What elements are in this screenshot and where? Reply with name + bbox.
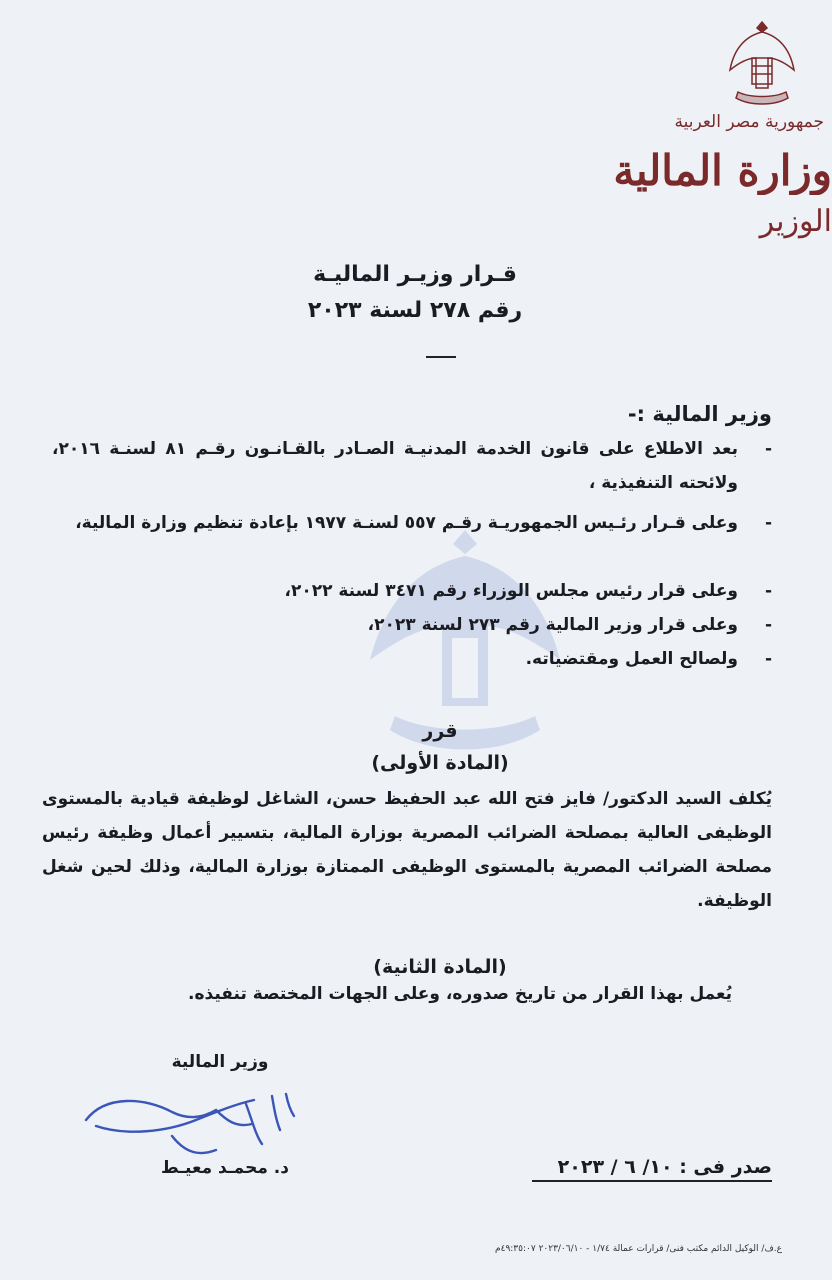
item-text: ولصالح العمل ومقتضياته. — [525, 649, 738, 669]
article1-title: (المادة الأولى) — [371, 752, 509, 774]
signatory-name: د. محمـد معيـط — [161, 1158, 289, 1178]
republic-name: جمهورية مصر العربية — [674, 112, 824, 132]
item-dash: - — [764, 439, 772, 459]
article1-body: يُكلف السيد الدكتور/ فايز فتح الله عبد الحفيظ حسن، الشاغل لوظيفة قيادية بالمستوى الوظيفى العالية بمصلحة الضرائب المصرية بوزارة المالية، بتسيير أعمال وظيفة رئيس مصلحة الضرائب المصرية بالمستوى الوظيفى الممتازة بوزارة المالية، وذلك لحين شغل الوظيفة. — [42, 789, 772, 911]
item-dash: - — [764, 513, 772, 533]
item-dash: - — [764, 649, 772, 669]
item-text: وعلى قـرار رئـيس الجمهوريـة رقـم ٥٥٧ لسنـة ١٩٧٧ بإعادة تنظيم وزارة المالية، — [75, 513, 738, 533]
preamble-item — [52, 432, 772, 500]
preamble-item — [52, 574, 772, 608]
preamble-item — [52, 642, 772, 676]
preamble-heading: وزير المالية :- — [627, 402, 772, 426]
item-dash: - — [764, 581, 772, 601]
item-text: بعد الاطلاع على قانون الخدمة المدنيـة الصـادر بالقـانـون رقـم ٨١ لسنـة ٢٠١٦، ولائحته التنفيذية ، — [52, 439, 738, 493]
title-divider — [426, 356, 456, 358]
preamble-item — [52, 506, 772, 540]
minister-label: الوزير — [759, 204, 832, 239]
article2-body: يُعمل بهذا القرار من تاريخ صدوره، وعلى الجهات المختصة تنفيذه. — [188, 984, 732, 1004]
decree-title: قـرار وزيـر الماليـة — [313, 262, 517, 287]
item-text: وعلى قرار وزير المالية رقم ٢٧٣ لسنة ٢٠٢٣، — [367, 615, 738, 635]
article2-title: (المادة الثانية) — [373, 956, 507, 978]
egypt-eagle-emblem-icon — [726, 18, 798, 110]
ministry-name: وزارة المالية — [613, 146, 832, 195]
decree-number: رقم ٢٧٨ لسنة ٢٠٢٣ — [307, 298, 523, 323]
preamble-item — [52, 608, 772, 642]
decides-heading: قرر — [422, 720, 458, 742]
issue-date: صدر فى : ١٠/ ٦ / ٢٠٢٣ — [532, 1156, 772, 1182]
signatory-title: وزير المالية — [171, 1052, 269, 1072]
item-text: وعلى قرار رئيس مجلس الوزراء رقم ٣٤٧١ لسنة ٢٠٢٢، — [284, 581, 738, 601]
handwritten-signature — [76, 1080, 306, 1160]
item-dash: - — [764, 615, 772, 635]
footer-reference: ع.ف/ الوكيل الدائم مكتب فنى/ قرارات عمالة ١/٧٤ - ٢٠٢٣/٠٦/١٠ ٤٩:٣٥:٠٧م — [495, 1244, 782, 1254]
